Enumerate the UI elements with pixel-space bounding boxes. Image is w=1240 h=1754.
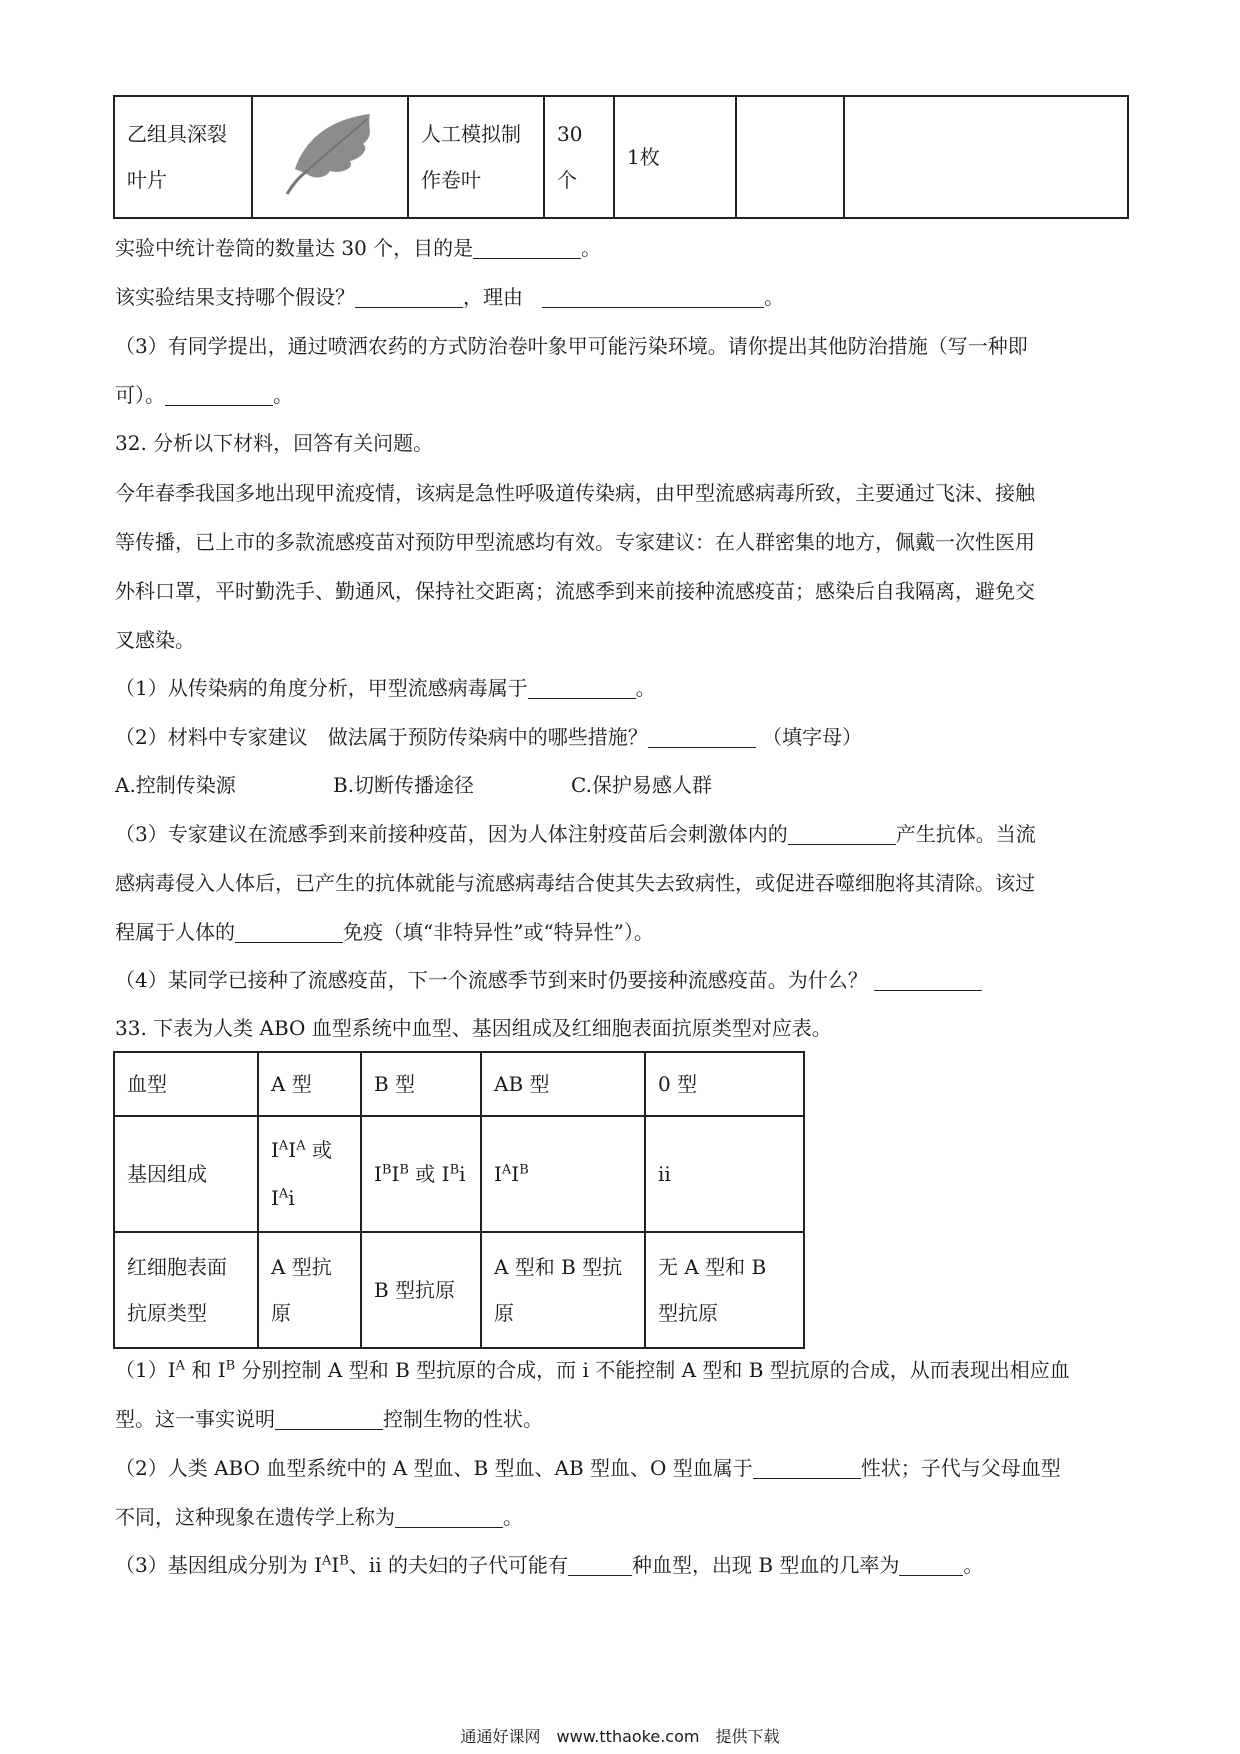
text-line bbox=[115, 966, 982, 994]
sup: B bbox=[225, 1358, 236, 1374]
sup: A bbox=[296, 1138, 306, 1154]
text: （3）有同学提出，通过喷洒农药的方式防治卷叶象甲可能污染环境。请你提出其他防治措施（写一种即 bbox=[115, 334, 1028, 358]
text: 性状；子代与父母血型 bbox=[860, 1456, 1061, 1480]
text: I bbox=[271, 1138, 279, 1162]
answer-blank[interactable] bbox=[568, 1553, 632, 1576]
text: I bbox=[391, 1162, 400, 1186]
text: I bbox=[511, 1162, 520, 1186]
text: 。 bbox=[764, 285, 785, 309]
text: A 型和 B 型抗 bbox=[494, 1255, 623, 1279]
group-label: 乙组具深裂叶片 bbox=[127, 122, 227, 192]
table-row bbox=[114, 1052, 804, 1116]
text-line bbox=[115, 626, 195, 654]
sup: B bbox=[449, 1162, 460, 1178]
table-row bbox=[114, 1232, 804, 1348]
text: I bbox=[494, 1162, 502, 1186]
gene-b-cell bbox=[361, 1116, 481, 1232]
table-row bbox=[114, 96, 1128, 218]
text: 。 bbox=[581, 236, 602, 260]
text: 产生抗体。当流 bbox=[895, 822, 1036, 846]
sup: A bbox=[501, 1162, 512, 1178]
text-line bbox=[115, 674, 656, 702]
text-line bbox=[115, 234, 601, 262]
sup: B bbox=[399, 1162, 409, 1178]
table-cell-count bbox=[544, 96, 614, 218]
text: （填字母） bbox=[762, 725, 863, 749]
header-cell: AB 型 bbox=[481, 1052, 645, 1116]
text: 不同，这种现象在遗传学上称为 bbox=[115, 1505, 395, 1529]
gene-ab-cell bbox=[481, 1116, 645, 1232]
text-line bbox=[115, 381, 293, 409]
text-line bbox=[115, 479, 1035, 507]
text-line bbox=[115, 820, 1036, 848]
text: 。 bbox=[963, 1553, 984, 1577]
sup: A bbox=[278, 1186, 289, 1202]
row-label bbox=[114, 1232, 258, 1348]
antigen-a-cell bbox=[258, 1232, 361, 1348]
options-line bbox=[115, 771, 712, 799]
text: 红细胞表面 bbox=[127, 1255, 227, 1279]
antigen-ab-cell bbox=[481, 1232, 645, 1348]
table-cell-eggs bbox=[614, 96, 736, 218]
text: （1）从传染病的角度分析，甲型流感病毒属于 bbox=[115, 676, 528, 700]
text-line bbox=[115, 723, 862, 751]
answer-blank[interactable] bbox=[473, 236, 581, 259]
table-cell-empty-1 bbox=[736, 96, 844, 218]
text: 型抗原 bbox=[658, 1301, 718, 1325]
answer-blank[interactable] bbox=[275, 1407, 383, 1430]
table-cell-method bbox=[408, 96, 544, 218]
text: 或 bbox=[305, 1138, 332, 1162]
text: 可）。 bbox=[115, 383, 165, 407]
gene-a-cell bbox=[258, 1116, 361, 1232]
text: I bbox=[271, 1186, 279, 1210]
sup: B bbox=[339, 1553, 349, 1569]
text: 程属于人体的 bbox=[115, 920, 235, 944]
text-line bbox=[115, 1405, 543, 1433]
text: 免疫（填“非特异性”或“特异性”）。 bbox=[343, 920, 654, 944]
text-line bbox=[115, 869, 1035, 897]
text-line bbox=[115, 528, 1035, 556]
text: 33. 下表为人类 ABO 血型系统中血型、基因组成及红细胞表面抗原类型对应表。 bbox=[115, 1016, 832, 1040]
text: 等传播，已上市的多款流感疫苗对预防甲型流感均有效。专家建议：在人群密集的地方，佩戴一次性医用 bbox=[115, 530, 1035, 554]
text: （4）某同学已接种了流感疫苗，下一个流感季节到来时仍要接种流感疫苗。为什么？ bbox=[115, 968, 868, 992]
text: 种血型，出现 B 型血的几率为 bbox=[632, 1553, 900, 1577]
answer-blank[interactable] bbox=[355, 285, 463, 308]
text-line bbox=[115, 1551, 983, 1579]
text: 无 A 型和 B bbox=[658, 1255, 767, 1279]
text: I bbox=[331, 1553, 340, 1577]
text: 原 bbox=[271, 1301, 291, 1325]
text-line bbox=[115, 577, 1035, 605]
answer-blank[interactable] bbox=[528, 676, 636, 699]
answer-blank[interactable] bbox=[788, 822, 896, 845]
sup: A bbox=[175, 1358, 186, 1374]
answer-blank[interactable] bbox=[235, 920, 343, 943]
header-cell: B 型 bbox=[361, 1052, 481, 1116]
option-a: A.控制传染源 bbox=[115, 773, 236, 797]
option-c: C.保护易感人群 bbox=[571, 773, 712, 797]
answer-blank[interactable] bbox=[542, 285, 764, 308]
question-title bbox=[115, 429, 433, 457]
text: 。 bbox=[635, 676, 656, 700]
header-cell: A 型 bbox=[258, 1052, 361, 1116]
text: 叉感染。 bbox=[115, 628, 195, 652]
sup: A bbox=[321, 1553, 332, 1569]
text: （1）I bbox=[115, 1358, 176, 1382]
row-label: 基因组成 bbox=[114, 1116, 258, 1232]
text: 感病毒侵入人体后，已产生的抗体就能与流感病毒结合使其失去致病性，或促进吞噬细胞将其清除。该过 bbox=[115, 871, 1035, 895]
text: 、ii 的夫妇的子代可能有 bbox=[348, 1553, 568, 1577]
sup: A bbox=[278, 1138, 289, 1154]
text: 今年春季我国多地出现甲流疫情，该病是急性呼吸道传染病，由甲型流感病毒所致，主要通过飞沫、接触 bbox=[115, 481, 1035, 505]
text: （2）人类 ABO 血型系统中的 A 型血、B 型血、AB 型血、O 型血属于 bbox=[115, 1456, 753, 1480]
text: 实验中统计卷筒的数量达 30 个，目的是 bbox=[115, 236, 474, 260]
text-line bbox=[115, 918, 654, 946]
answer-blank[interactable] bbox=[899, 1553, 963, 1576]
text: （3）基因组成分别为 I bbox=[115, 1553, 322, 1577]
text: 32. 分析以下材料，回答有关问题。 bbox=[115, 431, 434, 455]
text: i bbox=[288, 1186, 295, 1210]
text-line bbox=[115, 1503, 523, 1531]
answer-blank[interactable] bbox=[753, 1456, 861, 1479]
blood-type-table bbox=[113, 1051, 805, 1349]
method-label: 人工模拟制作卷叶 bbox=[421, 122, 521, 192]
sup: B bbox=[519, 1162, 529, 1178]
text: 分别控制 A 型和 B 型抗原的合成，而 i 不能控制 A 型和 B 型抗原的合成，从而表现出相应血 bbox=[235, 1358, 1070, 1382]
text: I bbox=[374, 1162, 382, 1186]
text: 或 I bbox=[408, 1162, 450, 1186]
eggs-value: 1枚 bbox=[627, 145, 660, 169]
text: 原 bbox=[494, 1301, 514, 1325]
answer-blank[interactable] bbox=[165, 383, 273, 406]
option-b: B.切断传播途径 bbox=[333, 773, 475, 797]
text: 和 I bbox=[185, 1358, 226, 1382]
text: 控制生物的性状。 bbox=[383, 1407, 543, 1431]
text-line bbox=[115, 283, 784, 311]
antigen-o-cell bbox=[645, 1232, 804, 1348]
text: 型。这一事实说明 bbox=[115, 1407, 275, 1431]
header-cell: 血型 bbox=[114, 1052, 258, 1116]
text-line bbox=[115, 1356, 1070, 1384]
count-value: 30个 bbox=[557, 122, 583, 192]
answer-blank[interactable] bbox=[395, 1505, 503, 1528]
sup: B bbox=[381, 1162, 392, 1178]
text: i bbox=[459, 1162, 466, 1186]
page-footer: 通通好课网 www.tthaoke.com 提供下载 bbox=[460, 1727, 780, 1746]
text: 。 bbox=[273, 383, 293, 407]
table-row bbox=[114, 1116, 804, 1232]
gene-o-cell: ii bbox=[645, 1116, 804, 1232]
text-line bbox=[115, 1454, 1061, 1482]
question-title bbox=[115, 1014, 832, 1042]
table-cell-empty-2 bbox=[844, 96, 1128, 218]
text: A 型抗 bbox=[271, 1255, 332, 1279]
text: 该实验结果支持哪个假设？ bbox=[115, 285, 355, 309]
text-line bbox=[115, 332, 1028, 360]
table-cell-group bbox=[114, 96, 252, 218]
answer-blank[interactable] bbox=[648, 725, 756, 748]
experiment-table bbox=[113, 95, 1129, 219]
table-cell-image bbox=[252, 96, 408, 218]
text: 外科口罩，平时勤洗手、勤通风，保持社交距离；流感季到来前接种流感疫苗；感染后自我隔离，避免交 bbox=[115, 579, 1035, 603]
antigen-b-cell: B 型抗原 bbox=[361, 1232, 481, 1348]
text: （2）材料中专家建议 做法属于预防传染病中的哪些措施？ bbox=[115, 725, 648, 749]
text: 。 bbox=[503, 1505, 523, 1529]
leaf-icon bbox=[275, 99, 385, 199]
answer-blank[interactable] bbox=[874, 968, 982, 991]
text: ，理由 bbox=[463, 285, 523, 309]
text: 抗原类型 bbox=[127, 1301, 207, 1325]
text: （3）专家建议在流感季到来前接种疫苗，因为人体注射疫苗后会刺激体内的 bbox=[115, 822, 788, 846]
text: I bbox=[288, 1138, 297, 1162]
header-cell: 0 型 bbox=[645, 1052, 804, 1116]
